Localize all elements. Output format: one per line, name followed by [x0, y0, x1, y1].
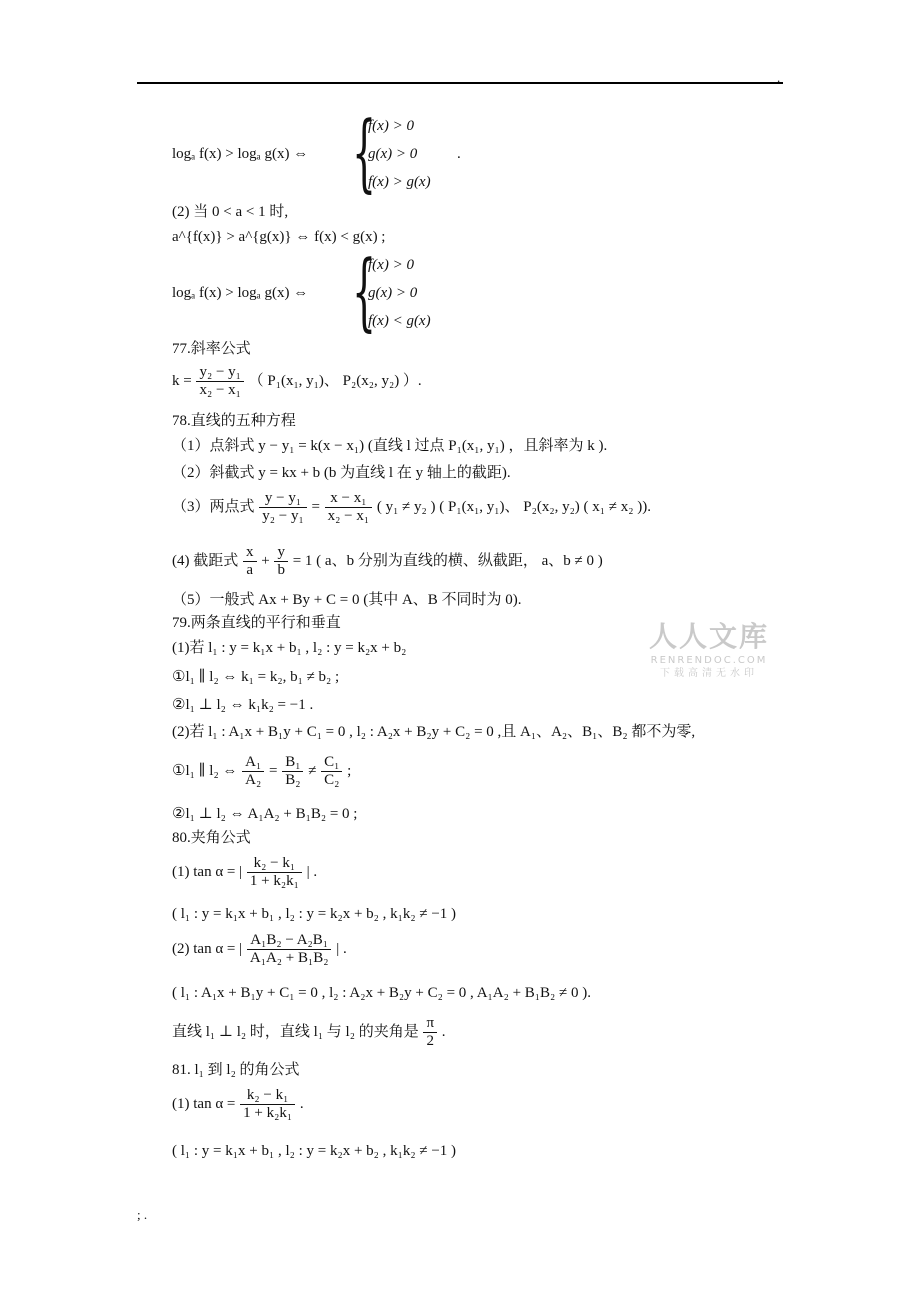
slope-denominator: x₂ − x₁ — [199, 382, 241, 398]
eq3-tail: ( y₁ ≠ y₂ ) ( P₁(x₁, y₁)、 P₂(x₂, y₂) ( x₁ ≠ x₂ )). — [376, 498, 651, 515]
b1-frac — [240, 1087, 295, 1122]
a1-numerator: k₂ − k₁ — [247, 855, 302, 873]
watermark-title: 人人文库 — [648, 620, 769, 653]
a1-frac — [247, 855, 302, 890]
p2a-prefix: ①l₁ ∥ l₂ ⇔ — [172, 762, 238, 779]
log-relation-2: logₐ f(x) > logₐ g(x) ⇔ — [172, 285, 309, 301]
a2-numerator: A₁B₂ − A₂B₁ — [247, 932, 332, 950]
a2-denominator: A₁A₂ + B₁B₂ — [249, 950, 329, 966]
case-2-parallel — [172, 754, 351, 789]
eq3-frac-2 — [325, 490, 372, 525]
angle-formula-2 — [172, 932, 347, 967]
case-2-perpendicular: ②l₁ ⊥ l₂ ⇔ A₁A₂ + B₁B₂ = 0 ; — [172, 806, 358, 822]
header-dot: . — [777, 70, 781, 85]
p2a-end: ; — [347, 762, 352, 779]
b1-prefix: (1) tan α = — [172, 1095, 236, 1112]
eq4-label: (4) 截距式 — [172, 552, 239, 569]
b1-numerator: k₂ − k₁ — [240, 1087, 295, 1105]
eq4-frac-1 — [243, 544, 257, 579]
watermark-domain: RENRENDOC.COM — [650, 655, 768, 666]
case-1-perpendicular: ②l₁ ⊥ l₂ ⇔ k₁k₂ = −1 . — [172, 697, 314, 713]
perp-frac — [423, 1015, 437, 1050]
eq3-frac-1 — [259, 490, 306, 525]
sys2-row-1: f(x) > 0 — [368, 257, 414, 273]
a2-end: | . — [336, 940, 347, 957]
perp-denominator: 2 — [426, 1033, 434, 1049]
eq4-num-1: x — [243, 544, 257, 562]
b1-denominator: 1 + k₂k₁ — [243, 1105, 293, 1121]
sys1-end: . — [457, 146, 461, 162]
brace-2: { — [352, 242, 377, 340]
slope-fraction — [196, 364, 243, 399]
sys2-row-3: f(x) < g(x) — [368, 313, 431, 329]
case-2: (2) 当 0 < a < 1 时, — [172, 204, 289, 220]
heading-81: 81. l₁ 到 l₂ 的角公式 — [172, 1062, 300, 1078]
log-relation-1: logₐ f(x) > logₐ g(x) ⇔ — [172, 146, 309, 162]
a1-end: | . — [306, 863, 318, 880]
p2a-frac-1 — [242, 754, 264, 789]
to-angle-condition-1: ( l₁ : y = k₁x + b₁ , l₂ : y = k₂x + b₂ , k₁k₂ ≠ −1 ) — [172, 1143, 457, 1159]
p2a-not-equal: ≠ — [308, 762, 317, 779]
angle-formula-1 — [172, 855, 317, 890]
p2a-equals: = — [268, 762, 278, 779]
eq-point-slope: （1）点斜式 y − y₁ = k(x − x₁) (直线 l 过点 P₁(x₁, y₁) ，且斜率为 k ). — [172, 438, 608, 454]
heading-78: 78.直线的五种方程 — [172, 413, 296, 429]
slope-lhs: k = — [172, 372, 192, 389]
sys1-row-3: f(x) > g(x) — [368, 174, 431, 190]
p2a-num-1: A₁ — [242, 754, 264, 772]
eq4-den-1: a — [246, 562, 254, 578]
eq4-tail: = 1 ( a、b 分别为直线的横、纵截距， a、b ≠ 0 ) — [292, 552, 603, 569]
p2a-frac-2 — [282, 754, 303, 789]
eq3-num-1: y − y₁ — [259, 490, 306, 508]
to-angle-formula-1 — [172, 1087, 304, 1122]
perp-numerator: π — [423, 1015, 437, 1033]
brace-1: { — [352, 103, 377, 201]
eq3-num-2: x − x₁ — [325, 490, 372, 508]
a2-frac — [247, 932, 332, 967]
heading-80: 80.夹角公式 — [172, 830, 251, 846]
sys1-row-1: f(x) > 0 — [368, 118, 414, 134]
eq3-label: （3）两点式 — [172, 498, 255, 515]
p2a-frac-3 — [321, 754, 342, 789]
slope-numerator: y₂ − y₁ — [196, 364, 243, 382]
slope-formula — [172, 364, 422, 399]
perp-end: . — [441, 1023, 446, 1040]
p2a-num-3: C₁ — [321, 754, 342, 772]
sys1-row-2: g(x) > 0 — [368, 146, 418, 162]
exp-relation: a^{f(x)} > a^{g(x)} ⇔ f(x) < g(x) ; — [172, 229, 386, 245]
eq4-frac-2 — [274, 544, 288, 579]
perpendicular-angle — [172, 1015, 446, 1050]
footer-mark: ; . — [137, 1207, 148, 1222]
eq3-den-1: y₂ − y₁ — [262, 508, 304, 524]
header-rule — [137, 82, 783, 84]
eq-slope-intercept: （2）斜截式 y = kx + b (b 为直线 l 在 y 轴上的截距). — [172, 465, 511, 481]
angle-condition-2: ( l₁ : A₁x + B₁y + C₁ = 0 , l₂ : A₂x + B₂y + C₂ = 0 , A₁A₂ + B₁B₂ ≠ 0 ). — [172, 985, 591, 1001]
parallel-perp-case-2: (2)若 l₁ : A₁x + B₁y + C₁ = 0 , l₂ : A₂x + B₂y + C₂ = 0 ,且 A₁、A₂、B₁、B₂ 都不为零, — [172, 724, 696, 740]
eq4-plus: + — [261, 552, 270, 569]
watermark-note: 下载高清无水印 — [660, 668, 758, 679]
eq4-num-2: y — [274, 544, 288, 562]
sys2-row-2: g(x) > 0 — [368, 285, 418, 301]
a2-prefix: (2) tan α = | — [172, 940, 243, 957]
a1-prefix: (1) tan α = | — [172, 863, 243, 880]
watermark — [634, 620, 784, 680]
eq3-den-2: x₂ − x₁ — [327, 508, 370, 524]
parallel-perp-case-1: (1)若 l₁ : y = k₁x + b₁ , l₂ : y = k₂x + b₂ — [172, 640, 407, 656]
perp-prefix: 直线 l₁ ⊥ l₂ 时，直线 l₁ 与 l₂ 的夹角是 — [172, 1023, 419, 1040]
p2a-den-2: B₂ — [285, 772, 301, 788]
angle-condition-1: ( l₁ : y = k₁x + b₁ , l₂ : y = k₂x + b₂ , k₁k₂ ≠ −1 ) — [172, 906, 457, 922]
heading-77: 77.斜率公式 — [172, 341, 251, 357]
eq-two-point — [172, 490, 651, 525]
p2a-den-1: A₂ — [245, 772, 262, 788]
slope-tail: （ P₁(x₁, y₁)、 P₂(x₂, y₂) ）. — [248, 372, 422, 389]
heading-79: 79.两条直线的平行和垂直 — [172, 615, 341, 631]
eq-general: （5）一般式 Ax + By + C = 0 (其中 A、B 不同时为 0). — [172, 592, 522, 608]
eq4-den-2: b — [277, 562, 285, 578]
p2a-num-2: B₁ — [282, 754, 303, 772]
p2a-den-3: C₂ — [324, 772, 340, 788]
a1-denominator: 1 + k₂k₁ — [249, 873, 299, 889]
eq3-equals: = — [311, 498, 320, 515]
case-1-parallel: ①l₁ ∥ l₂ ⇔ k₁ = k₂, b₁ ≠ b₂ ; — [172, 669, 340, 685]
eq-intercept — [172, 544, 603, 579]
b1-end: . — [299, 1095, 304, 1112]
